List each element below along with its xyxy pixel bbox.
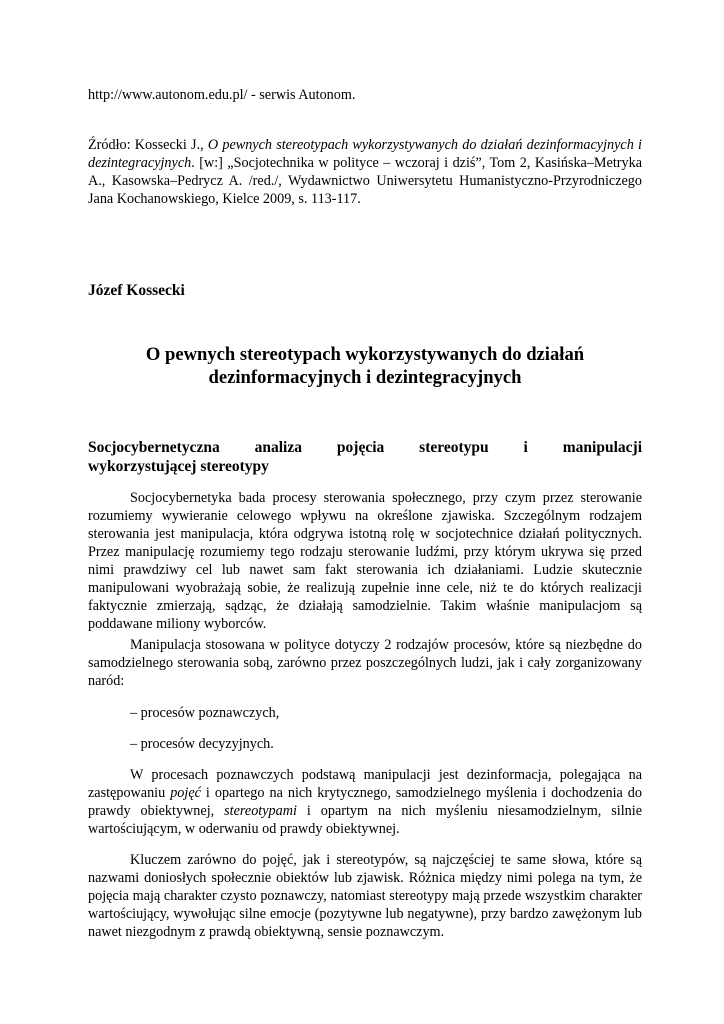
- p3-text: i opartego na nich krytycznego, samodzielnego myślenia i dochodzenia do prawdy obiektywnej,: [88, 785, 642, 819]
- paragraph-1: Socjocybernetyka bada procesy sterowania społecznego, przy czym przez sterowanie rozumiemy wywieranie celowego wpływu na określone zjawiska. Szczególnym rodzajem sterowania jest manipulacja, która odgrywa istotną rolę w socjotechnice działań politycznych. Przez manipulację rozumiemy tego rodzaju sterowanie ludźmi, przy którym ukrywa się przed nimi prawdziwy cel lub nawet sam fakt sterowania ich działaniami. Ludzie skutecznie manipulowani wyobrażają sobie, że realizują zupełnie inne cele, niż te do których realizacji faktycznie zmierzają, sądząc, że działają samodzielnie. Takim właśnie manipulacjom są poddawane miliony wyborców.: [88, 490, 642, 632]
- heading-word: manipulacji: [562, 439, 642, 456]
- p3-text: i opartym na nich myśleniu niesamodzielnym, silnie wartościującym, w oderwaniu od prawdy obiektywnej.: [88, 803, 642, 837]
- heading-word: Socjocybernetyczna: [88, 439, 220, 456]
- list-item: – procesów decyzyjnych.: [130, 736, 274, 752]
- p3-italic-term: pojęć: [170, 785, 201, 801]
- source-url-line: http://www.autonom.edu.pl/ - serwis Autonom.: [88, 87, 356, 103]
- paragraph-4: Kluczem zarówno do pojęć, jak i stereotypów, są najczęściej te same słowa, które są nazwami doniosłych społecznie obiektów lub zjawisk. Różnica między nimi polega na tym, że pojęcia mają charakter czysto poznawczy, natomiast stereotypy mają przede wszystkim charakter wartościujący, wywołując silne emocje (pozytywne lub negatywne), przy bardzo zawężonym lub nawet niezgodnym z prawdą obiektywną, sensie poznawczym.: [88, 852, 642, 940]
- p3-italic-term: stereotypami: [224, 803, 297, 819]
- citation-label: Źródło: Kossecki J.,: [88, 137, 208, 153]
- section-heading: [88, 438, 642, 476]
- section-heading-line-1: [88, 438, 642, 457]
- heading-word: stereotypu: [419, 439, 489, 456]
- document-title: [88, 343, 642, 389]
- source-citation: [88, 136, 642, 208]
- title-line-2: dezinformacyjnych i dezintegracyjnych: [208, 367, 522, 388]
- paragraph-3: [88, 766, 642, 838]
- citation-title: O pewnych stereotypach wykorzystywanych do działań dezinformacyjnych i dezintegracyjnych: [88, 137, 642, 171]
- heading-word: i: [523, 439, 528, 456]
- list-item: – procesów poznawczych,: [130, 705, 280, 721]
- p3-text: W procesach poznawczych podstawą manipulacji jest dezinformacja, polegająca na zastępowaniu: [88, 767, 642, 801]
- author-name: Józef Kossecki: [88, 282, 185, 299]
- heading-word: analiza: [254, 439, 302, 456]
- title-line-1: O pewnych stereotypach wykorzystywanych do działań: [145, 344, 585, 365]
- heading-word: pojęcia: [336, 439, 385, 456]
- section-heading-line-2: wykorzystującej stereotypy: [88, 458, 269, 475]
- citation-details: . [w:] „Socjotechnika w polityce – wczoraj i dziś”, Tom 2, Kasińska–Metryka A., Kasowska–Pedrycz A. /red./, Wydawnictwo Uniwersytetu Humanistyczno-Przyrodniczego Jana Kochanowskiego, Kielce 2009, s. 113-117.: [88, 155, 642, 207]
- paragraph-2: Manipulacja stosowana w polityce dotyczy 2 rodzajów procesów, które są niezbędne do samodzielnego sterowania sobą, zarówno przez poszczególnych ludzi, jak i cały zorganizowany naród:: [88, 637, 642, 689]
